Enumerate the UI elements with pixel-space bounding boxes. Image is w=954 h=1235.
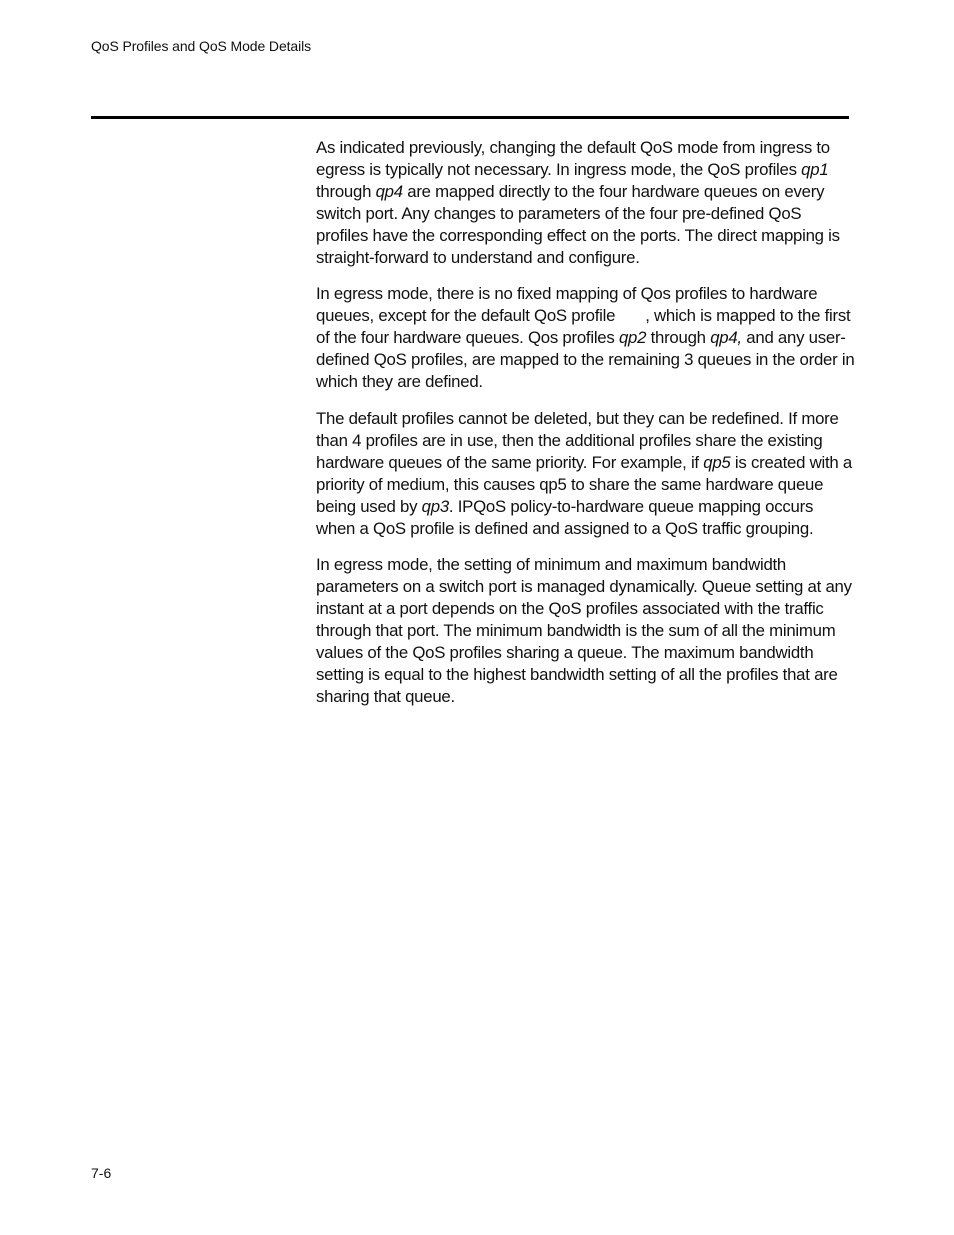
paragraph-text: In egress mode, there is no fixed mapping of Qos profiles to hardware queues, except for the default QoS profile [316,284,818,326]
paragraph-text: , which is mapped to the first of the four hardware queues. Qos profiles [316,306,851,348]
paragraph-egress-mapping [316,283,856,393]
paragraph-text: As indicated previously, changing the default QoS mode from ingress to egress is typically not necessary. In ingress mode, the QoS profiles [316,138,830,179]
paragraph-text: . IPQoS policy-to-hardware queue mapping occurs when a QoS profile is defined and assigned to a QoS traffic grouping. [316,496,814,538]
profile-name: qp5 [703,452,731,472]
body-text [316,137,856,723]
paragraph-text: through [316,181,376,201]
profile-name: qp2 [618,328,647,348]
header-rule [91,116,849,119]
page-number: 7-6 [91,1165,112,1181]
running-header: QoS Profiles and QoS Mode Details [91,38,312,54]
paragraph-default-profiles [316,408,856,539]
profile-name: qp1 [801,159,829,179]
paragraph-text: are mapped directly to the four hardware queues on every switch port. Any changes to parameters of the four pre-defined QoS profiles have the corresponding effect on the ports. The direct mapping is straight-forward to understand and configure. [316,181,840,267]
paragraph-text: In egress mode, the setting of minimum and maximum bandwidth parameters on a switch port is managed dynamically. Queue setting at any instant at a port depends on the QoS profiles associated with the traffic through that port. The minimum bandwidth is the sum of all the minimum values of the QoS profiles sharing a queue. The maximum bandwidth setting is equal to the highest bandwidth setting of all the profiles that are sharing that queue. [316,555,852,706]
paragraph-text: The default profiles cannot be deleted, but they can be redefined. If more than 4 profiles are in use, then the additional profiles share the existing hardware queues of the same priority. For example, if [316,408,839,472]
paragraph-bandwidth [316,554,856,707]
paragraph-ingress-mode [316,137,856,268]
paragraph-text: is created with a priority of medium, this causes qp5 to share the same hardware queue being used by [316,452,852,516]
profile-name: qp4, [710,328,742,348]
paragraph-text: through [646,328,711,348]
profile-name: qp4 [375,181,403,201]
profile-name: qp3 [421,496,449,516]
paragraph-text: and any user-defined QoS profiles, are mapped to the remaining 3 queues in the order in which they are defined. [316,328,855,392]
